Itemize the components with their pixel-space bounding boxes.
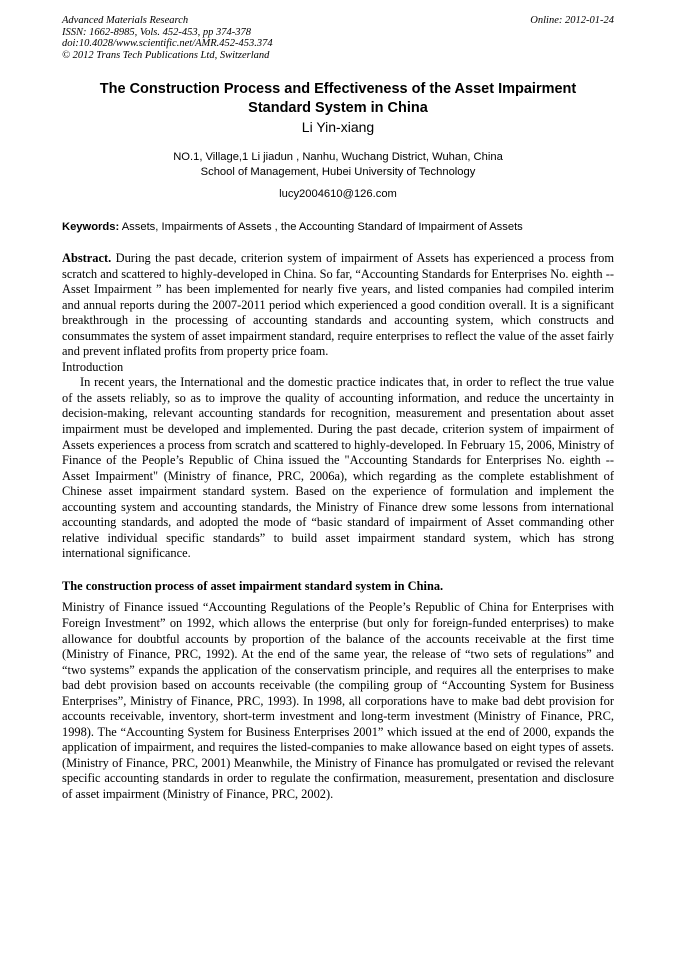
- section-paragraph: Ministry of Finance issued “Accounting Regulations of the People’s Republic of China for Enterprises with Foreign Investment” on 1992, which allows the enterprise (but only for foreign-funded enterprises) to make allowance for doubtful accounts by proportion of the balance of the accounts receivable at the first time (Ministry of Finance, PRC, 1992). At the end of the same year, the release of “two sets of regulations” and “two systems” expands the application of the conservatism principle, and requires all the enterprises to make bad debt provision based on accounts receivable (the compiling group of “Accounting System for Business Enterprises”, Ministry of Finance, PRC, 1993). In 1998, all corporations have to make bad debt provision for accounts receivable, inventory, short-term investment and long-term investment (Ministry of Finance, PRC, 1998). The “Accounting System for Business Enterprises 2001” which issued at the end of 2000, expands the application of impairment, and requires the listed-companies to make allowance based on eight types of assets. (Ministry of Finance, PRC, 2001) Meanwhile, the Ministry of Finance has promulgated or revised the relevant specific accounting standards in order to regulate the confirmation, measurement, presentation and disclosure of asset impairment (Ministry of Finance, PRC, 2002).: [62, 600, 614, 801]
- abstract: [62, 251, 614, 360]
- affiliation-line-2: School of Management, Hubei University of Technology: [200, 165, 476, 178]
- abstract-label: Abstract.: [62, 251, 112, 265]
- keywords-text: Assets, Impairments of Assets , the Accounting Standard of Impairment of Assets: [119, 221, 523, 233]
- journal-header: [62, 15, 614, 61]
- journal-name: Advanced Materials Research: [62, 15, 189, 26]
- issn-line: ISSN: 1662-8985, Vols. 452-453, pp 374-378: [62, 26, 251, 38]
- author-email: lucy2004610@126.com: [279, 188, 397, 200]
- online-date: Online: 2012-01-24: [530, 15, 614, 26]
- intro-paragraph: In recent years, the International and the domestic practice indicates that, in order to reflect the true value of the assets reliably, so as to improve the quality of accounting information, and reduce the uncertainty in decision-making, relevant accounting standards for recognition, measurement and presentation about asset impairment must be developed and implemented. During the past decade, criterion system of impairment of Assets experiences a process from scratch and scattered to highly-developed. In February 15, 2006, Ministry of Finance of the People’s Republic of China issued the "Accounting Standards for Enterprises No. eighth -- Asset Impairment" (Ministry of finance, PRC, 2006a), which regarding as the complete establishment of Chinese asset impairment standard system. Based on the experience of formulation and implement the accounting system and accounting standards, the Ministry of Finance drew some lessons from international accounting standards, and adopted the mode of “basic standard of impairment of Asset commanding other relative individual specific standards” to build asset impairment standard system, which has strong international significance.: [62, 375, 614, 561]
- section-heading: The construction process of asset impairment standard system in China.: [62, 578, 444, 593]
- title-line-2: Standard System in China: [248, 100, 428, 116]
- keywords-label: Keywords:: [62, 221, 120, 233]
- doi-line: doi:10.4028/www.scientific.net/AMR.452-453.374: [62, 38, 273, 49]
- keywords: [62, 220, 614, 234]
- affiliation: [62, 150, 614, 179]
- paper-title: [62, 80, 614, 118]
- author-name: Li Yin-xiang: [301, 119, 375, 135]
- paper-page: [62, 15, 614, 803]
- title-line-1: The Construction Process and Effectiveness of the Asset Impairment: [99, 81, 577, 97]
- intro-heading: Introduction: [62, 359, 124, 374]
- affiliation-line-1: NO.1, Village,1 Li jiadun , Nanhu, Wuchang District, Wuhan, China: [173, 151, 503, 163]
- abstract-text: During the past decade, criterion system of impairment of Assets has experienced a process from scratch and scattered to highly-developed in China. So far, “Accounting Standards for Enterprises No. eighth -- Asset Impairment ” has been implemented for nearly five years, and listed companies had compiled interim and annual reports during the 2007-2011 period which experienced a good condition overall. It is a significant breakthrough in the processing of accounting standards and accounting system, which constructs and consummates the system of asset impairment standard, require enterprises to reflect the value of the asset fairly and prevent inflated profits from property price foam.: [62, 251, 614, 359]
- copyright-line: © 2012 Trans Tech Publications Ltd, Switzerland: [62, 49, 270, 61]
